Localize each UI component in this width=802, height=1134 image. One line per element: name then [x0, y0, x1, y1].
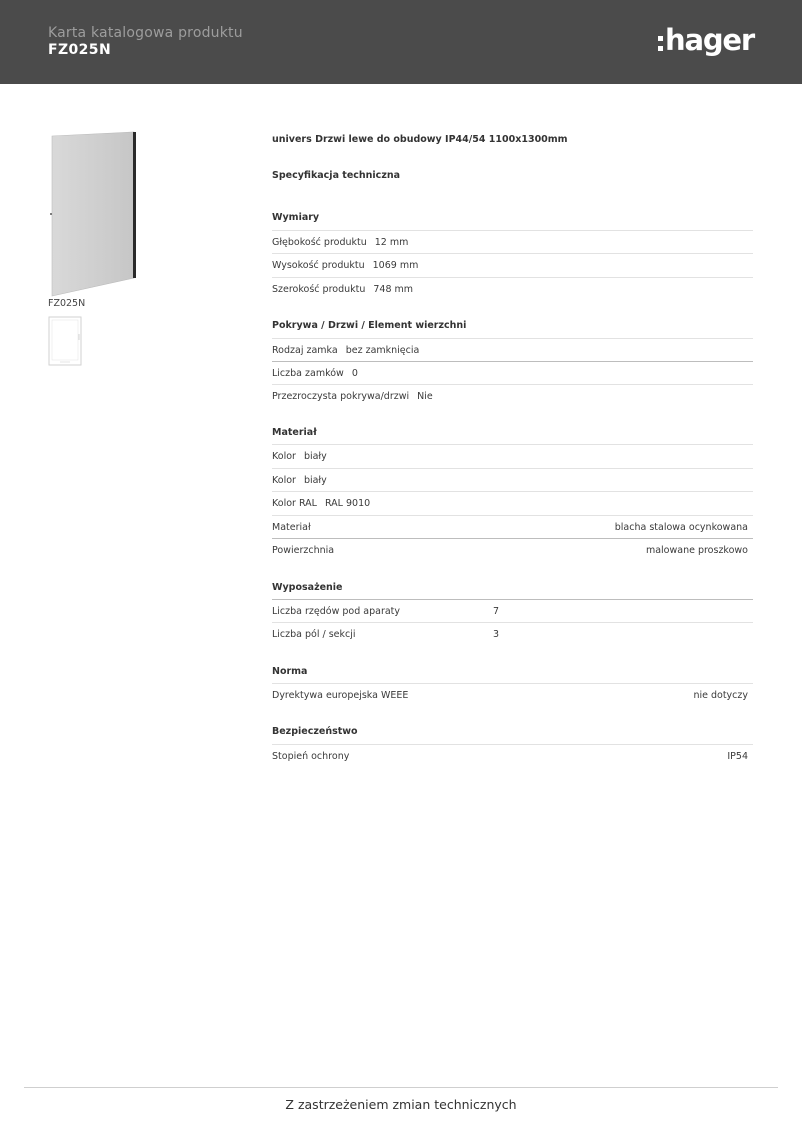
spec-label: Głębokość produktu [272, 237, 367, 248]
spec-heading: Specyfikacja techniczna [272, 170, 401, 181]
spec-value: 748 mm [373, 284, 414, 295]
spec-label: Dyrektywa europejska WEEE [272, 690, 409, 701]
spec-label: Przezroczysta pokrywa/drzwi [272, 391, 410, 402]
spec-row [272, 538, 753, 562]
spec-label: Liczba rzędów pod aparaty [272, 606, 401, 617]
spec-row [272, 230, 753, 254]
spec-label: Liczba pól / sekcji [272, 629, 356, 640]
spec-value: IP54 [727, 751, 748, 762]
spec-row [272, 253, 753, 277]
footer-note: Z zastrzeżeniem zmian technicznych [285, 1097, 517, 1112]
spec-value: 1069 mm [372, 260, 419, 271]
spec-label: Kolor [272, 475, 296, 486]
spec-label: Wysokość produktu [272, 260, 365, 271]
spec-label: Stopień ochrony [272, 751, 350, 762]
product-title: univers Drzwi lewe do obudowy IP44/54 1100x1300mm [272, 134, 568, 145]
spec-value: Nie [417, 391, 433, 402]
spec-row [272, 744, 753, 768]
section-title-wyposazenie: Wyposażenie [272, 582, 343, 593]
section-title-norma: Norma [272, 666, 308, 677]
spec-row [272, 515, 753, 539]
section-title-bezpieczenstwo: Bezpieczeństwo [272, 726, 358, 737]
spec-label: Powierzchnia [272, 545, 335, 556]
spec-value: 0 [351, 368, 358, 379]
spec-row [272, 468, 753, 492]
product-image [48, 128, 140, 300]
spec-row [272, 491, 753, 515]
page-header [0, 0, 802, 84]
spec-row [272, 361, 753, 385]
spec-row [272, 444, 753, 468]
spec-row [272, 338, 753, 362]
section-title-wymiary: Wymiary [272, 212, 320, 223]
spec-row [272, 384, 753, 408]
spec-value: biały [303, 451, 327, 462]
spec-value: blacha stalowa ocynkowana [614, 522, 748, 533]
spec-row [272, 622, 753, 646]
section-title-material: Materiał [272, 427, 317, 438]
spec-label: Kolor [272, 451, 296, 462]
spec-label: Szerokość produktu [272, 284, 366, 295]
spec-value: malowane proszkowo [645, 545, 748, 556]
spec-value: RAL 9010 [324, 498, 371, 509]
spec-value: 12 mm [374, 237, 409, 248]
spec-label: Rodzaj zamka [272, 345, 338, 356]
image-caption: FZ025N [48, 298, 86, 309]
section-title-pokrywa: Pokrywa / Drzwi / Element wierzchni [272, 320, 467, 331]
spec-value: 7 [493, 606, 500, 617]
spec-label: Materiał [272, 522, 311, 533]
spec-value: 3 [493, 629, 500, 640]
logo-wordmark: hager [665, 22, 754, 57]
spec-value: bez zamknięcia [345, 345, 420, 356]
document-type: Karta katalogowa produktu [48, 25, 243, 41]
footer-divider [24, 1087, 778, 1088]
hager-logo [658, 20, 754, 60]
spec-row [272, 277, 753, 301]
spec-row [272, 599, 753, 623]
spec-label: Kolor RAL [272, 498, 317, 509]
spec-row [272, 683, 753, 707]
spec-label: Liczba zamków [272, 368, 344, 379]
spec-value: nie dotyczy [693, 690, 748, 701]
product-code-heading: FZ025N [48, 42, 112, 58]
logo-colon-icon [658, 36, 663, 51]
dimension-drawing-thumbnail[interactable] [48, 316, 82, 366]
spec-value: biały [303, 475, 327, 486]
